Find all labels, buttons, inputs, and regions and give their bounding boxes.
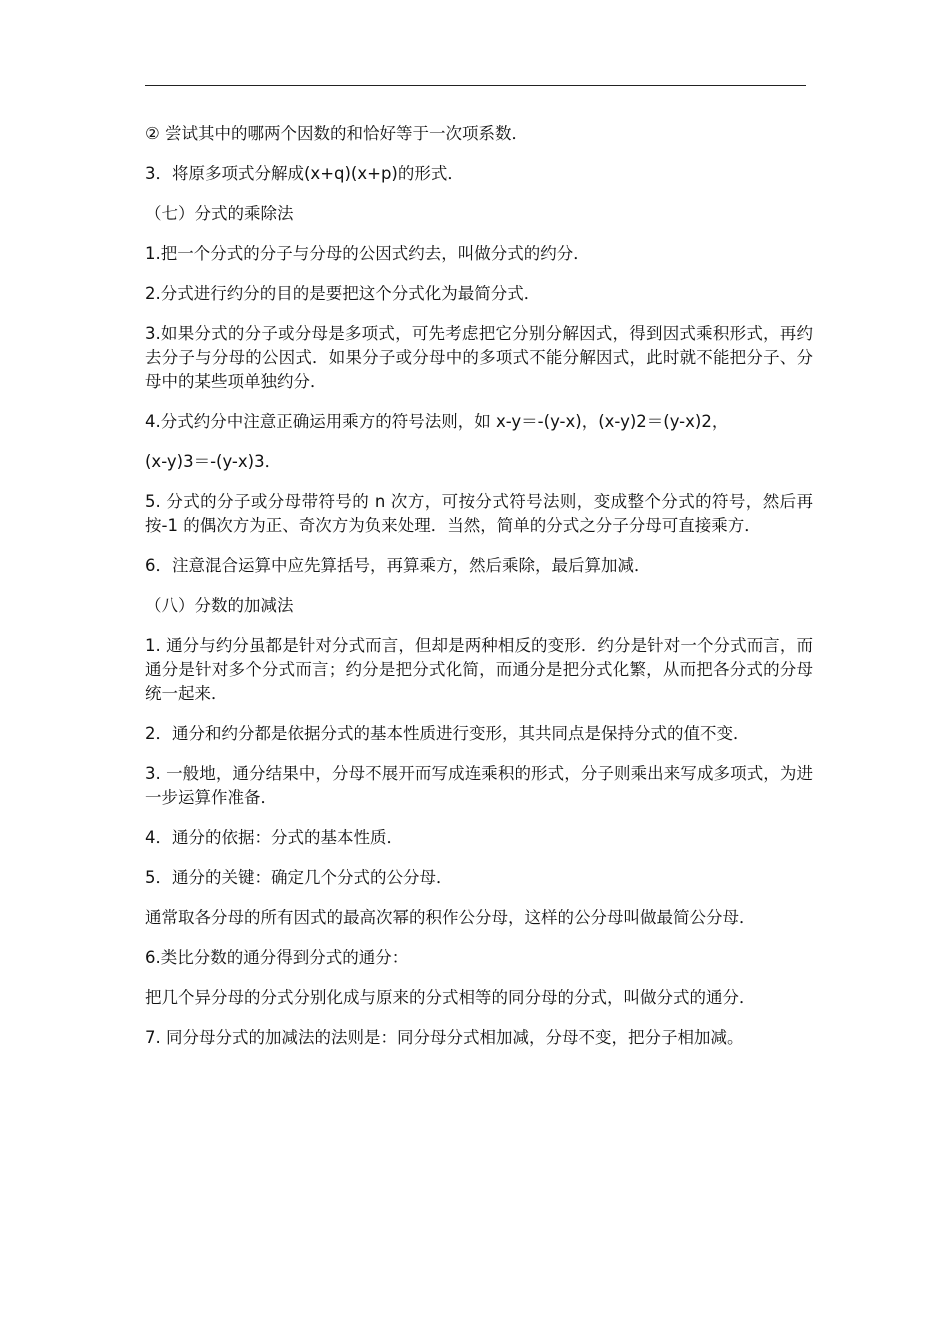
section-heading-8: （八）分数的加减法: [145, 596, 294, 615]
header-rule: [145, 85, 806, 86]
paragraph-8-6: 6.类比分数的通分得到分式的通分：: [145, 948, 409, 967]
paragraph-7-4-cont: (x-y)3＝-(y-x)3．: [145, 452, 282, 471]
paragraph-8-4: 4．通分的依据：分式的基本性质．: [145, 828, 403, 847]
paragraph-8-2: 2．通分和约分都是依据分式的基本性质进行变形，其共同点是保持分式的值不变．: [145, 724, 750, 743]
paragraph-7-1: 1.把一个分式的分子与分母的公因式约去，叫做分式的约分．: [145, 244, 590, 263]
paragraph-8-3: 3. 一般地，通分结果中，分母不展开而写成连乘积的形式，分子则乘出来写成多项式，为进一步运算作准备．: [145, 764, 813, 807]
paragraph-step-2: ② 尝试其中的哪两个因数的和恰好等于一次项系数．: [145, 124, 529, 143]
paragraph-8-6-detail: 把几个异分母的分式分别化成与原来的分式相等的同分母的分式，叫做分式的通分．: [145, 988, 756, 1007]
paragraph-7-2: 2.分式进行约分的目的是要把这个分式化为最简分式．: [145, 284, 541, 303]
paragraph-7-5: 5. 分式的分子或分母带符号的 n 次方，可按分式符号法则，变成整个分式的符号，然后再按-1 的偶次方为正、奇次方为负来处理．当然，简单的分式之分子分母可直接乘方．: [145, 492, 813, 535]
document-body: [145, 122, 813, 1066]
paragraph-8-5-detail: 通常取各分母的所有因式的最高次幂的积作公分母，这样的公分母叫做最简公分母．: [145, 908, 756, 927]
paragraph-8-5: 5．通分的关键：确定几个分式的公分母．: [145, 868, 453, 887]
paragraph-7-6: 6．注意混合运算中应先算括号，再算乘方，然后乘除，最后算加减．: [145, 556, 651, 575]
paragraph-8-7: 7. 同分母分式的加减法的法则是：同分母分式相加减，分母不变，把分子相加减。: [145, 1028, 744, 1047]
section-heading-7: （七）分式的乘除法: [145, 204, 294, 223]
paragraph-7-4: 4.分式约分中注意正确运用乘方的符号法则，如 x-y＝-(y-x)，(x-y)2＝(y-x)2，: [145, 412, 729, 431]
paragraph-8-1: 1. 通分与约分虽都是针对分式而言，但却是两种相反的变形．约分是针对一个分式而言，而通分是针对多个分式而言；约分是把分式化简，而通分是把分式化繁，从而把各分式的分母统一起来．: [145, 636, 813, 703]
paragraph-step-3: 3．将原多项式分解成(x+q)(x+p)的形式．: [145, 164, 464, 183]
paragraph-7-3: 3.如果分式的分子或分母是多项式，可先考虑把它分别分解因式，得到因式乘积形式，再约去分子与分母的公因式．如果分子或分母中的多项式不能分解因式，此时就不能把分子、分母中的某些项单独约分．: [145, 324, 813, 391]
